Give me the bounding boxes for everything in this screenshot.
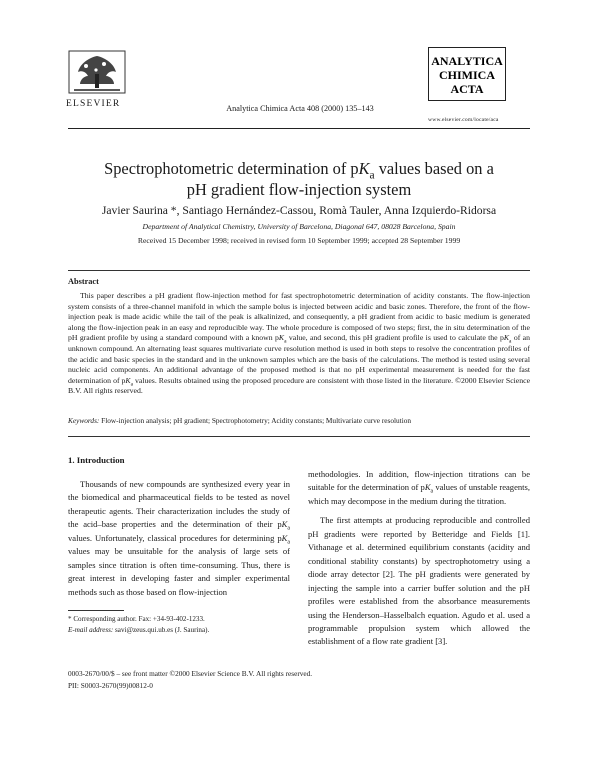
- journal-logo-line: ANALYTICA: [431, 54, 503, 68]
- abstract-heading: Abstract: [68, 277, 99, 286]
- journal-logo-line: ACTA: [450, 82, 484, 96]
- pii-line: PII: S0003-2670(99)00812-0: [68, 681, 153, 690]
- header-divider: [68, 128, 530, 129]
- abstract-bottom-rule: [68, 436, 530, 437]
- paragraph: methodologies. In addition, flow-injection titrations can be suitable for the determination of $pK_a$ values of unstable reagents, which may decompose in the medium during the titration.: [308, 469, 530, 506]
- elsevier-tree-logo: [68, 50, 126, 94]
- footnote-rule: [68, 610, 124, 611]
- author-list: Javier Saurina *, Santiago Hernández-Cassou, Romà Tauler, Anna Izquierdo-Ridorsa: [101, 204, 497, 217]
- abstract-top-rule: [68, 270, 530, 271]
- journal-logo-line: CHIMICA: [439, 68, 495, 82]
- journal-logo: [428, 47, 506, 101]
- affiliation: Department of Analytical Chemistry, University of Barcelona, Diagonal 647, 08028 Barcelona, Spain: [142, 222, 456, 231]
- body-column-right: [308, 468, 530, 649]
- journal-url[interactable]: www.elsevier.com/locate/aca: [428, 117, 499, 123]
- paragraph: The first attempts at producing reproducible and controlled pH gradients were reported by Betteridge and Fields [1]. Vithanage et al. determined equilibrium constants (acidity and conditional stability constants) by spectrophotometry using a diode array detector [2]. The pH gradients were generated by injecting the sample into a carrier buffer solution and the pH profiles were established from the absorbance measurements using the Henderson–Hasselbalch equation. Agudo et al. used a programmable propulsion system which allowed the establishment of a flow rate gradient [3].: [308, 515, 530, 647]
- journal-citation: Analytica Chimica Acta 408 (2000) 135–143: [226, 104, 374, 113]
- abstract-text: This paper describes a pH gradient flow-injection method for fast spectrophotometric determination of acidity constants. The flow-injection system consists of a three-channel manifold in which the sample bolus is injected between acidic and basic zones. Therefore, the front of the flow-injection peak is made acidic while the tail of the peak is alkalinized, and consequently, a pH gradient from acidic to basic medium is generated along the flow-injection peak in an easy and reproducible way. The whole procedure is composed of two steps; first, the in situ determination of the pH gradient profile by using a standard compound with a known $pK_a$ value, and second, this pH gradient profile is used to calculate the $pK_a$ of an unknown compound. An alternating least squares multivariate curve resolution method is used in both steps to resolve the concentration profiles of the acidic and basic species in the standard and in the unknown samples which are the basis of the calculations. The method is tested using several nucleic acid components. An additional advantage of the proposed method is that no pH experimental measurement is needed for the fast determination of $pK_a$ values. Results obtained using the proposed procedure are consistent with those listed in the literature. ©2000 Elsevier Science B.V. All rights reserved.: [68, 291, 531, 396]
- footnote-corresponding: * Corresponding author. Fax: +34-93-402-1233.: [68, 615, 205, 623]
- body-column-left: Thousands of new compounds are synthesized every year in the biomedical and pharmaceutical fields to be tested as novel therapeutic agents. Their characterization includes the study of the acid–base properties and the determination of their $pK_a$ values. Unfortunately, classical procedures for determining $pK_a$ values may be unsuitable for the analysis of large sets of samples since titration is often time-consuming. Thus, there is great interest in developing faster and simpler experimental methods such as those based on flow-injection: [68, 479, 290, 597]
- received-dates: Received 15 December 1998; received in revised form 10 September 1999; accepted 28 September 1999: [137, 236, 461, 245]
- footnote-email: E-mail address: savi@zeus.qui.ub.es (J. Saurina).: [68, 626, 210, 634]
- keywords: Keywords: Flow-injection analysis; pH gradient; Spectrophotometry; Acidity constants; Multivariate curve resolution: [68, 416, 412, 425]
- section-heading-introduction: 1. Introduction: [68, 455, 125, 465]
- issn-line: 0003-2670/00/$ – see front matter ©2000 Elsevier Science B.V. All rights reserved.: [68, 669, 313, 678]
- publisher-wordmark: ELSEVIER: [66, 99, 121, 109]
- article-title: Spectrophotometric determination of $pK_a$ values based on a pH gradient flow-injection system: [104, 159, 494, 199]
